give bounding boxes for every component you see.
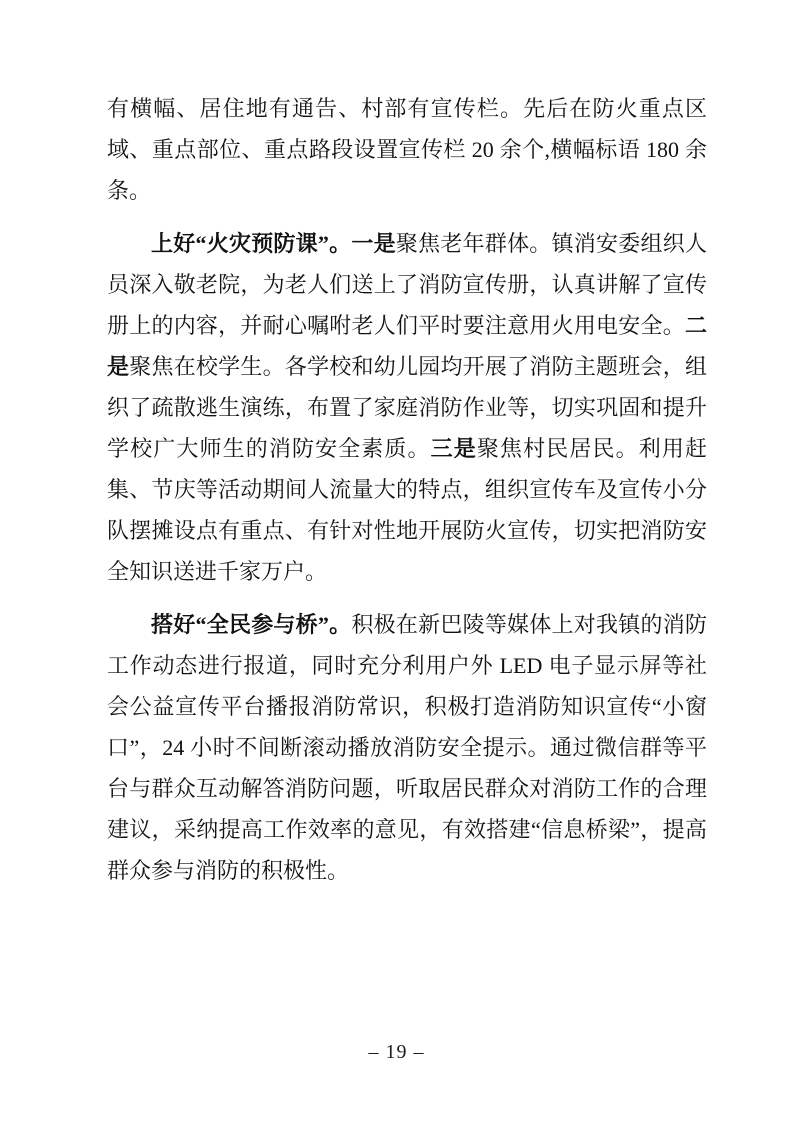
emphasis-text-run: 上好“火灾预防课”。 xyxy=(151,231,352,256)
text-run: 聚焦在校学生。各学校和幼儿园均开展了消防主题班会，组织了疏散逃生演练，布置了家庭消防作业等，切实巩固和提升学校广大师生的消防安全素质。 xyxy=(107,354,707,461)
text-run: 聚焦村民居民。利用赶集、节庆等活动期间人流量大的特点，组织宣传车及宣传小分队摆摊设点有重点、有针对性地开展防火宣传，切实把消防安全知识送进千家万户。 xyxy=(107,436,707,584)
emphasis-text-run: 二是 xyxy=(107,313,707,379)
text-run: 积极在新巴陵等媒体上对我镇的消防工作动态进行报道，同时充分利用户外 LED 电子显示屏等社会公益宣传平台播报消防常识，积极打造消防知识宣传“小窗口”，24 小时不间断滚动播放消防安全提示。通过微信群等平台与群众互动解答消防问题，听取居民群众对消防工作的合理建议，采纳提高工作效率的意见，有效搭建“信息桥梁”，提高群众参与消防的积极性。 xyxy=(107,612,707,883)
paragraph xyxy=(107,223,707,592)
emphasis-text-run: 三是 xyxy=(430,436,477,461)
paragraph xyxy=(107,88,707,211)
emphasis-text-run: 搭好“全民参与桥”。 xyxy=(151,612,352,637)
emphasis-text-run: 一是 xyxy=(351,231,396,256)
page-number: – 19 – xyxy=(368,1041,425,1063)
text-run: 聚焦老年群体。镇消安委组织人员深入敬老院，为老人们送上了消防宣传册，认真讲解了宣传册上的内容，并耐心嘱咐老人们平时要注意用火用电安全。 xyxy=(107,231,707,338)
paragraph xyxy=(107,604,707,891)
document-body xyxy=(107,88,707,891)
text-run: 有横幅、居住地有通告、村部有宣传栏。先后在防火重点区域、重点部位、重点路段设置宣传栏 20 余个,横幅标语 180 余条。 xyxy=(107,96,707,203)
